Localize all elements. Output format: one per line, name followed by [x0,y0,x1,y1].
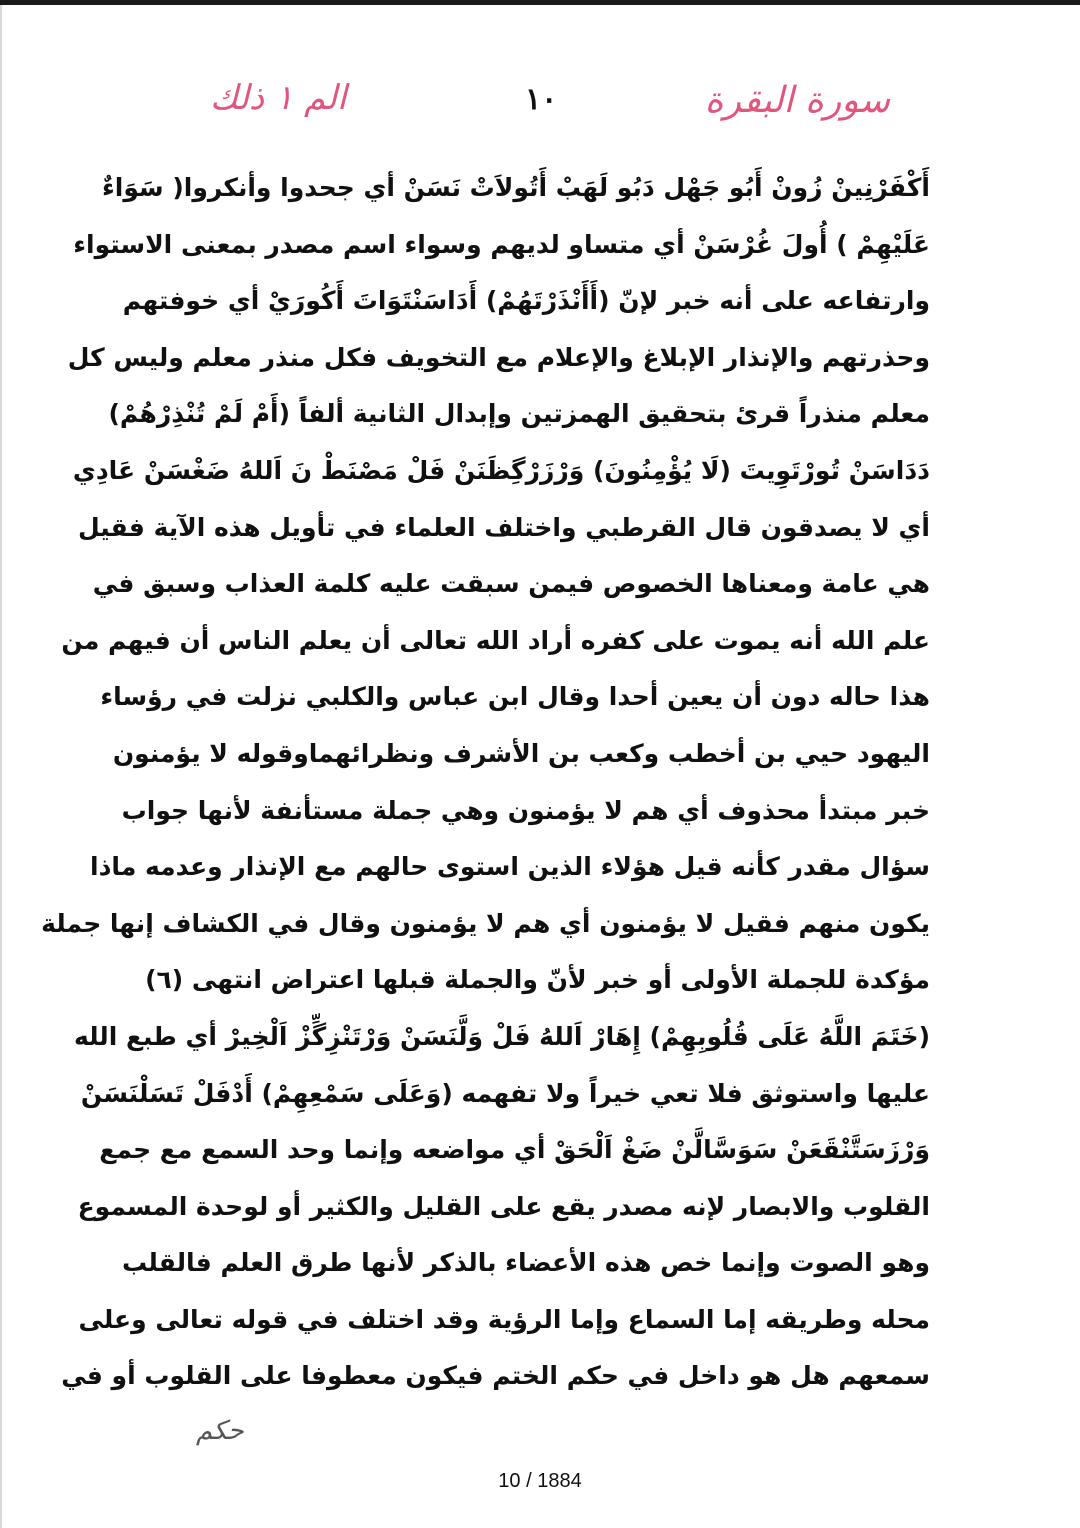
text-line: (خَتَمَ اللَّهُ عَلَى قُلُوبِهِمْ) إِهَارْ اَللهُ فَلْ وَلَّنَسَنْ وَرْتَنْزِگِّزْ اَلْخِيرْ أي طبع الله [73,1021,930,1051]
text-line: مؤكدة للجملة الأولى أو خبر لأنّ والجملة قبلها اعتراض انتهى (٦) [145,965,930,995]
text-line: دَدَاسَنْ تُورْتَوِيتَ (لَا يُؤْمِنُونَ) وَرْزَرْگِظَنَنْ فَلْ مَصْنَطْ نَ اَللهُ ضَغْسَنْ عَادِي [72,455,930,485]
text-line: هي عامة ومعناها الخصوص فيمن سبقت عليه كلمة العذاب وسبق في [92,569,930,599]
text-line: سمعهم هل هو داخل في حكم الختم فيكون معطوفا على القلوب أو في [61,1361,930,1391]
scan-top-edge [0,0,1080,5]
text-line: أَكْفَرْنِينْ زُونْ أَبُو جَهْل دَبُو لَهَبْ أَتُولاَتْ نَسَنْ أي جحدوا وأنكروا( سَوَاءٌ [102,173,930,202]
text-line: وَرْزَسَتَّنْقَعَنْ سَوَسَّالَّنْ ضَغْ اَلْحَقْ أي مواضعه وإنما وحد السمع مع جمع [99,1135,930,1165]
text-line: عليها واستوثق فلا تعي خيراً ولا تفهمه (وَعَلَى سَمْعِهِمْ) أَدْفَلْ تَسَلْنَسَنْ [80,1078,930,1108]
header-page-label: ١٠ [525,82,558,117]
handwritten-signature: حكم [196,1416,244,1446]
page-number: 10 / 1884 [498,1470,582,1492]
text-line: علم الله أنه يموت على كفره أراد الله تعالى أن يعلم الناس أن فيهم من [61,625,930,655]
text-line: عَلَيْهِمْ ) أُولَ غُرْسَنْ أي متساو لديهم وسواء اسم مصدر بمعنى الاستواء [73,229,930,259]
text-line: القلوب والابصار لإنه مصدر يقع على القليل والكثير أو لوحدة المسموع [77,1191,930,1221]
text-line: أي لا يصدقون قال القرطبي واختلف العلماء في تأويل هذه الآية فقيل [77,512,930,542]
page-header [190,78,890,138]
text-line: سؤال مقدر كأنه قيل هؤلاء الذين استوى حالهم مع الإنذار وعدمه ماذا [90,852,930,882]
text-line: وحذرتهم والإنذار الإبلاغ والإعلام مع التخويف فكل منذر معلم وليس كل [67,342,930,372]
document-body [41,160,930,1405]
text-line: وارتفاعه على أنه خبر لإنّ (أَأَنْذَرْتَهُمْ) أَدَاسَنْتَوَاتَ أَكُورَيْ أي خوفتهم [122,286,930,316]
text-line: هذا حاله دون أن يعين أحدا وقال ابن عباس والكلبي نزلت في رؤساء [100,682,930,712]
text-line: وهو الصوت وإنما خص هذه الأعضاء بالذكر لأنها طرق العلم فالقلب [121,1248,930,1278]
header-surah-title: سورة البقرة [704,80,890,121]
text-line: يكون منهم فقيل لا يؤمنون أي هم لا يؤمنون وقال في الكشاف إنها جملة [41,908,930,938]
text-line: معلم منذراً قرئ بتحقيق الهمزتين وإبدال الثانية ألفاً (أَمْ لَمْ تُنْذِرْهُمْ) [108,399,930,429]
text-line: خبر مبتدأ محذوف أي هم لا يؤمنون وهي جملة مستأنفة لأنها جواب [121,795,930,825]
text-line: محله وطريقه إما السماع وإما الرؤية وقد اختلف في قوله تعالى وعلى [78,1304,930,1334]
scan-left-edge [0,5,2,1528]
text-line: اليهود حيي بن أخطب وكعب بن الأشرف ونظرائهماوقوله لا يؤمنون [112,738,930,768]
header-left-note: الم ١ ذلك [210,78,347,118]
